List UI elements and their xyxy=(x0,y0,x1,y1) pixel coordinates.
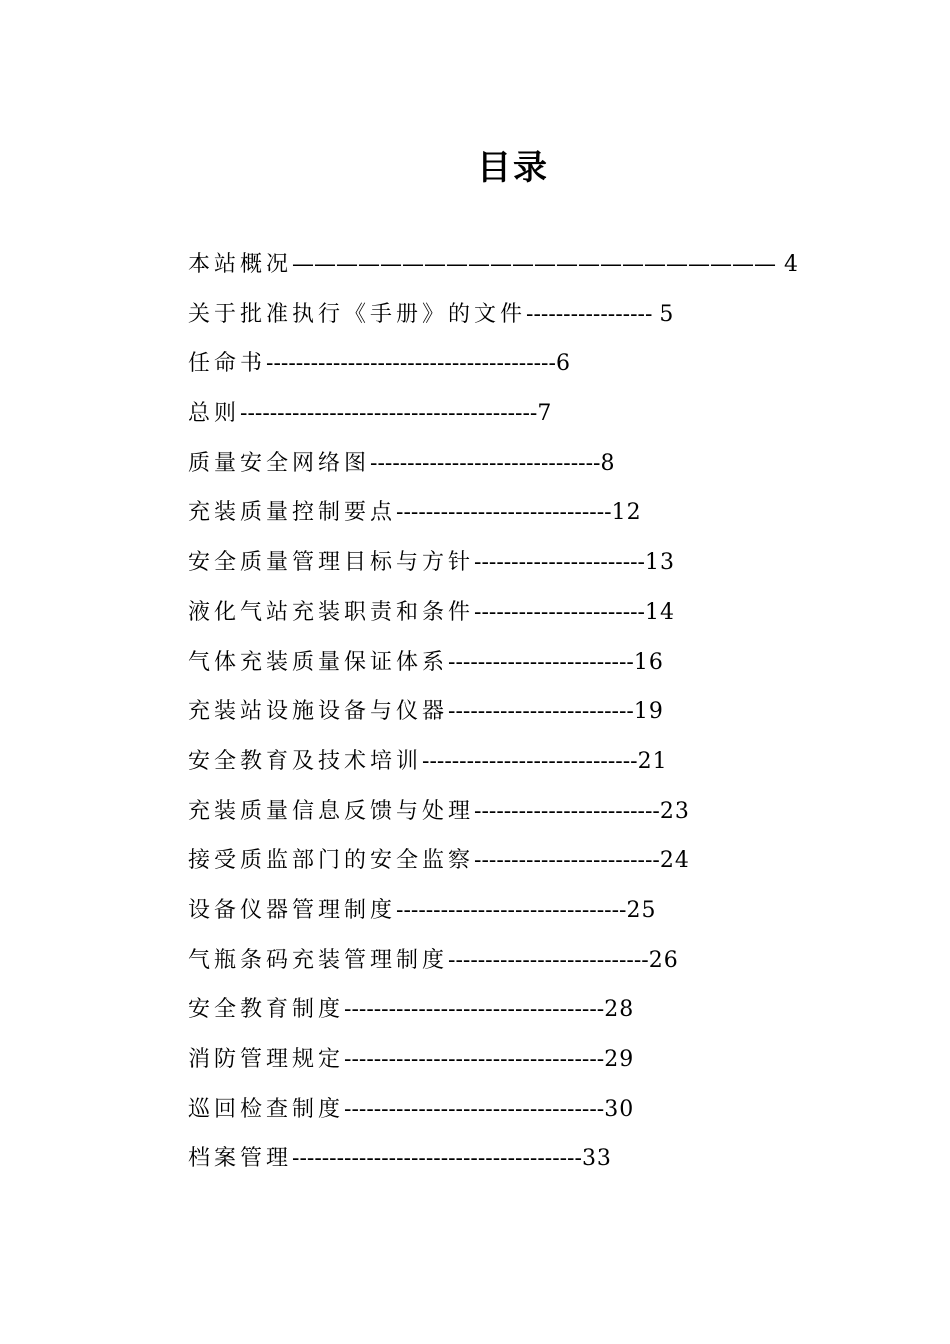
toc-entry[interactable] xyxy=(188,339,828,389)
toc-entry[interactable] xyxy=(188,836,828,886)
toc-entry[interactable] xyxy=(188,687,828,737)
toc-entry-title: 消防管理规定 xyxy=(188,1047,345,1072)
toc-entry-leader: --------------------------------------- xyxy=(266,351,556,377)
toc-entry-page: 28 xyxy=(604,997,635,1023)
toc-entry[interactable] xyxy=(188,886,828,936)
toc-entry-page: 8 xyxy=(600,450,616,476)
toc-entry[interactable] xyxy=(188,290,828,340)
toc-entry-page: 33 xyxy=(581,1146,612,1172)
toc-entry-page: 23 xyxy=(659,798,690,824)
toc-entry-page: 6 xyxy=(555,351,571,377)
toc-entry-title: 安全教育制度 xyxy=(188,997,345,1023)
toc-entry[interactable] xyxy=(188,787,828,837)
toc-entry-leader: ----------------------- xyxy=(474,599,645,625)
toc-entry-title: 本站概况 xyxy=(188,252,293,277)
toc-entry[interactable] xyxy=(188,538,828,588)
toc-entry-page: 29 xyxy=(604,1047,635,1072)
toc-entry-leader: —————————————————————— xyxy=(292,252,777,277)
toc-entry-leader: ------------------------- xyxy=(448,649,634,675)
toc-entry-title: 充装质量控制要点 xyxy=(188,500,397,526)
toc-entry-leader: ------------------------- xyxy=(448,699,634,725)
toc-entry-page: 13 xyxy=(645,550,675,576)
toc-entry-leader: ------------------------- xyxy=(474,798,660,824)
toc-entry-title: 液化气站充装职责和条件 xyxy=(188,599,475,625)
toc-entry[interactable] xyxy=(188,1085,828,1135)
page-title: 目录 xyxy=(477,148,549,188)
toc-entry[interactable] xyxy=(188,240,828,290)
toc-entry-leader: --------------------------------------- xyxy=(292,1146,582,1172)
toc-entry-title: 接受质监部门的安全监察 xyxy=(188,848,475,874)
toc-entry-leader: ----------------------------- xyxy=(422,748,638,774)
toc-entry[interactable] xyxy=(188,985,828,1035)
toc-entry-leader: ----------------------------------- xyxy=(344,1096,605,1122)
toc-entry-leader: ----------------------------------- xyxy=(344,1047,605,1072)
toc-entry-title: 质量安全网络图 xyxy=(188,450,371,476)
toc-entry-page: 21 xyxy=(637,748,668,774)
toc-entry[interactable] xyxy=(188,1134,828,1184)
toc-entry-leader: ------------------------- xyxy=(474,848,660,874)
toc-entry[interactable] xyxy=(188,1035,828,1085)
toc-entry-leader: ----------------- xyxy=(526,301,660,327)
toc-entry-page: 4 xyxy=(776,252,800,277)
toc-entry-title: 任命书 xyxy=(188,351,267,377)
toc-entry[interactable] xyxy=(188,439,828,489)
toc-entry-page: 7 xyxy=(537,401,553,427)
toc-entry-leader: ----------------------- xyxy=(474,550,645,576)
toc-entry-leader: ---------------------------------------- xyxy=(240,401,538,427)
toc-entry-title: 设备仪器管理制度 xyxy=(188,897,397,923)
toc-entry-page: 30 xyxy=(604,1096,635,1122)
toc-entry-page: 16 xyxy=(633,649,664,675)
toc-entry[interactable] xyxy=(188,936,828,986)
toc-entry-title: 充装质量信息反馈与处理 xyxy=(188,798,475,824)
toc-entry-leader: ------------------------------- xyxy=(396,897,627,923)
toc-entry-leader: ----------------------------- xyxy=(396,500,612,526)
toc-entry[interactable] xyxy=(188,588,828,638)
toc-entry-title: 气瓶条码充装管理制度 xyxy=(188,947,449,973)
toc-entry-leader: ----------------------------------- xyxy=(344,997,605,1023)
toc-entry-title: 关于批准执行《手册》的文件 xyxy=(188,301,527,327)
toc-entry[interactable] xyxy=(188,488,828,538)
toc-entry-page: 5 xyxy=(659,301,675,327)
toc-entry-title: 安全质量管理目标与方针 xyxy=(188,550,475,576)
toc-entry-title: 巡回检查制度 xyxy=(188,1096,345,1122)
toc-entry[interactable] xyxy=(188,389,828,439)
toc-entry-title: 安全教育及技术培训 xyxy=(188,748,423,774)
toc-entry-leader: ------------------------------- xyxy=(370,450,601,476)
toc-entry-page: 24 xyxy=(659,848,690,874)
toc-entry-leader: --------------------------- xyxy=(448,947,649,973)
toc-entry-title: 气体充装质量保证体系 xyxy=(188,649,449,675)
toc-entry-title: 充装站设施设备与仪器 xyxy=(188,699,449,725)
toc-entry-page: 12 xyxy=(611,500,642,526)
toc-entry-title: 档案管理 xyxy=(188,1146,293,1172)
toc-entry-title: 总则 xyxy=(188,401,241,427)
toc-entry-page: 25 xyxy=(626,897,657,923)
toc-entry[interactable] xyxy=(188,638,828,688)
toc-entry-page: 14 xyxy=(645,599,675,625)
table-of-contents xyxy=(188,240,828,1184)
toc-entry[interactable] xyxy=(188,737,828,787)
toc-entry-page: 19 xyxy=(633,699,664,725)
toc-entry-page: 26 xyxy=(648,947,679,973)
